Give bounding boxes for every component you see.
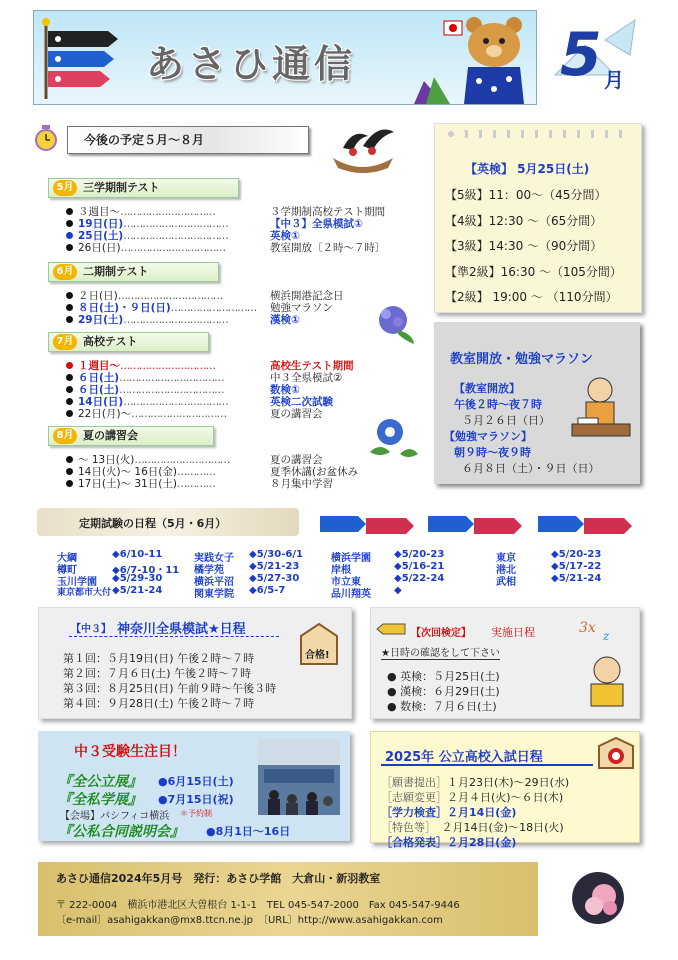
hydrangea-icon [368, 300, 418, 345]
event-panel [38, 731, 350, 841]
exam-date: ◆5/17-22 [551, 561, 602, 572]
next-exam-tag: 【次回検定】 [411, 628, 471, 639]
exam-date: ◆5/21-24 [551, 573, 602, 584]
next-exam-title: 実施日程 [491, 626, 535, 639]
open-time: 午後２時～夜７時 [454, 398, 542, 411]
list-item: ８日(土)・９日(日)……………………… [66, 302, 256, 314]
event-name: 『全私学展』 [58, 792, 142, 808]
list-item-right: 勉強マラソン [270, 302, 333, 314]
exam-date: ◆5/30-6/1 [249, 549, 303, 560]
list-item-right: 教室開放〔２時～７時〕 [270, 242, 386, 254]
exam-school: 東京都市大付 [57, 588, 112, 598]
section-august-pill [48, 426, 214, 446]
event-venue-note: ＊予約制 [180, 809, 212, 818]
exam-date: ◆5/20-23 [394, 549, 445, 560]
exam-school: 横浜平沼 [194, 577, 234, 588]
next-exam-panel [370, 607, 640, 719]
exam-date: ◆5/20-23 [551, 549, 602, 560]
section-july-num: 7月 [53, 334, 77, 350]
exam-school: 港北 [496, 565, 516, 576]
svg-text:z: z [603, 629, 610, 643]
open-classroom-panel [434, 322, 640, 484]
list-item-right: 中３全県模試② [270, 372, 343, 384]
open-date: ５月２６日（日） [462, 414, 550, 427]
swallow-nest-icon [328, 118, 398, 173]
next-exam-row: ● 英検：５月25日(土) [387, 670, 500, 683]
exam-date: ◆5/21-23 [249, 561, 300, 572]
marathon-date: ６月８日（土）・９日（日） [462, 462, 600, 475]
list-item-right: 夏季休講(お盆休み [270, 466, 359, 478]
next-exam-row: ● 数検：７月６日(土) [387, 700, 497, 713]
next-exam-note: ★日時の確認をして下さい [381, 644, 500, 660]
public-hs-exam-panel [370, 731, 640, 849]
list-item-right: 【中３】全県模試① [270, 218, 363, 230]
exam-date: ◆5/22-24 [394, 573, 445, 584]
list-item: 22日(月)～………………………… [66, 408, 226, 420]
list-item: １週目～………………………… [66, 360, 215, 372]
list-item-right: 高校生テスト期間 [270, 360, 354, 372]
exam-school: 横浜学園 [331, 553, 371, 564]
expo-photo [258, 739, 340, 815]
list-item: ～ 13日(火)………………………… [66, 454, 229, 466]
list-item-right: 数検① [270, 384, 300, 396]
exam-school: 東京 [496, 553, 516, 564]
exam-date: ◆5/29-30 [112, 573, 163, 584]
exam-date: ◆6/10-11 [112, 549, 163, 560]
public-hs-title: 2025年 公立高校入試日程 [385, 750, 543, 765]
exam-school: 武相 [496, 577, 516, 588]
section-july-pill [48, 332, 209, 352]
mock-exam-row: 第２回：７月６日(土) 午後２時～７時 [63, 667, 252, 680]
exam-school: 市立東 [331, 577, 361, 588]
target-ema-icon [597, 736, 635, 770]
section-august-num: 8月 [53, 428, 77, 444]
list-item: 14日(火)～ 16日(金)………… [66, 466, 215, 478]
koinobori-row-icon [318, 510, 648, 540]
event-name: 『全公立展』 [58, 774, 142, 790]
student-math-icon [577, 612, 635, 712]
morning-glory-icon [360, 412, 420, 462]
section-july-label: 高校テスト [83, 335, 138, 348]
list-item-right: 夏の講習会 [270, 454, 323, 466]
list-item: ３週目～………………………… [66, 206, 215, 218]
clock-icon [33, 124, 59, 152]
event-date: ●6月15日(土) [158, 775, 234, 788]
next-exam-row: ● 漢検：６月29日(土) [387, 685, 500, 698]
mock-exam-title: 神奈川全県模試★日程 [117, 622, 246, 637]
cherry-blossom-logo-icon [564, 868, 636, 928]
exam-step-row: ［特色等］ ２月14日(金)～18日(火) [381, 821, 564, 834]
list-item: ６日(土)…………………………… [66, 384, 224, 396]
mock-exam-row: 第４回：９月28日(土) 午後２時～７時 [63, 697, 255, 710]
eiken-line: 【2級】 19:00 ～ （110分間） [445, 290, 618, 304]
newsletter-title: あさひ通信 [146, 42, 357, 86]
list-item: 19日(日)…………………………… [66, 218, 228, 230]
exam-date: ◆6/5-7 [249, 585, 286, 596]
exam-school: 橘学苑 [194, 565, 224, 576]
footer [38, 862, 538, 936]
exam-school: 樽町 [57, 565, 77, 576]
exam-step-row: ［志願変更］２月４日(火)～６日(木) [381, 791, 564, 804]
section-may-label: 三学期制テスト [83, 181, 160, 194]
exam-schedule-banner [37, 508, 299, 536]
footer-publisher: あさひ通信2024年5月号 発行：あさひ学館 大倉山・新羽教室 [56, 872, 381, 885]
event-name: 『公私合同説明会』 [58, 824, 184, 840]
section-june-label: 二期制テスト [83, 265, 149, 278]
svg-text:3x: 3x [579, 620, 596, 636]
eiken-line: 【5級】11：00～（45分間） [445, 188, 607, 202]
mock-exam-tag: 【中３】 [71, 624, 111, 635]
header-banner [33, 10, 537, 105]
bear-mascot-icon [404, 11, 534, 104]
eiken-note [434, 123, 642, 313]
list-item-right: 英検① [270, 230, 300, 242]
event-panel-title: 中３受験生注目！ [74, 744, 186, 760]
list-item: 14日(日)…………………………… [66, 396, 228, 408]
section-may-pill [48, 178, 239, 198]
list-item-right: 漢検① [270, 314, 300, 326]
month-kanji: 月 [604, 68, 624, 92]
title-underline [381, 764, 593, 766]
exam-date: ◆5/21-24 [112, 585, 163, 596]
exam-schedule-title: 定期試験の日程（5月・6月） [79, 517, 227, 530]
eiken-line: 【3級】14:30 ～（90分間） [445, 239, 603, 253]
eiken-line: 【4級】12:30 ～（65分間） [445, 214, 603, 228]
list-item-right: ８月集中学習 [270, 478, 333, 490]
marathon-label: 【勉強マラソン】 [444, 430, 532, 443]
list-item: ２日(日)…………………………… [66, 290, 222, 302]
open-classroom-title: 教室開放・勉強マラソン [450, 352, 594, 367]
exam-school: 岸根 [331, 565, 351, 576]
pass-badge: 合格! [305, 650, 330, 661]
mock-exam-row: 第３回：８月25日(日) 午前９時～午後３時 [63, 682, 277, 695]
open-label: 【教室開放】 [454, 382, 520, 395]
exam-school: 関東学院 [194, 589, 234, 600]
exam-step-row: ［学力検査］２月14日(金) [381, 806, 517, 819]
exam-date: ◆5/16-21 [394, 561, 445, 572]
event-venue: 【会場】パシフィコ横浜 [60, 811, 170, 822]
footer-contact: 〔e-mail〕asahigakkan@mx8.ttcn.ne.jp 〔URL〕http://www.asahigakkan.com [56, 915, 443, 926]
schedule-title-box [67, 126, 309, 154]
section-august-label: 夏の講習会 [83, 429, 138, 442]
eiken-line: 【準2級】16:30 ～（105分間） [445, 265, 622, 279]
student-studying-icon [568, 372, 634, 442]
event-date: ●8月1日～16日 [206, 825, 291, 838]
mock-exam-row: 第１回：５月19日(日) 午後２時～７時 [63, 652, 255, 665]
list-item-right: ３学期制高校テスト期間 [270, 206, 386, 218]
list-item: ６日(土)…………………………… [66, 372, 224, 384]
mock-exam-panel [38, 607, 352, 719]
list-item: 17日(土)～ 31日(土)………… [66, 478, 215, 490]
exam-date: ◆ [394, 585, 402, 596]
list-item-right: 英検二次試験 [270, 396, 333, 408]
list-item: 25日(土)…………………………… [66, 230, 228, 242]
schedule-title: 今後の予定５月～８月 [84, 133, 205, 147]
list-item: 29日(土)…………………………… [66, 314, 228, 326]
section-june-pill [48, 262, 219, 282]
pencil-icon [375, 622, 409, 636]
list-item-right: 夏の講習会 [270, 408, 323, 420]
eiken-heading: 【英検】 5月25日(土) [465, 162, 590, 176]
event-date: ●7月15日(祝) [158, 793, 234, 806]
title-underline [69, 636, 279, 637]
section-june-num: 6月 [53, 264, 77, 280]
exam-step-row: ［願書提出］１月23日(木)～29日(水) [381, 776, 570, 789]
exam-step-row: ［合格発表］２月28日(金) [381, 836, 517, 849]
note-holes [445, 130, 631, 138]
month-number: 5 [560, 20, 602, 90]
footer-address: 〒 222-0004 横浜市港北区大曽根台 1-1-1 TEL 045-547-2000 Fax 045-547-9446 [56, 900, 460, 911]
exam-school: 品川翔英 [331, 589, 371, 600]
section-may-num: 5月 [53, 180, 77, 196]
list-item-right: 横浜開港記念日 [270, 290, 344, 302]
exam-school: 実践女子 [194, 553, 234, 564]
exam-school: 大綱 [57, 553, 77, 564]
list-item: 26日(日)…………………………… [66, 242, 225, 254]
marathon-time: 朝９時～夜９時 [454, 446, 531, 459]
koinobori-icon [38, 17, 128, 99]
exam-date: ◆6/7-10・11 [112, 565, 180, 576]
exam-date: ◆5/27-30 [249, 573, 300, 584]
exam-school: 玉川学園 [57, 577, 97, 588]
